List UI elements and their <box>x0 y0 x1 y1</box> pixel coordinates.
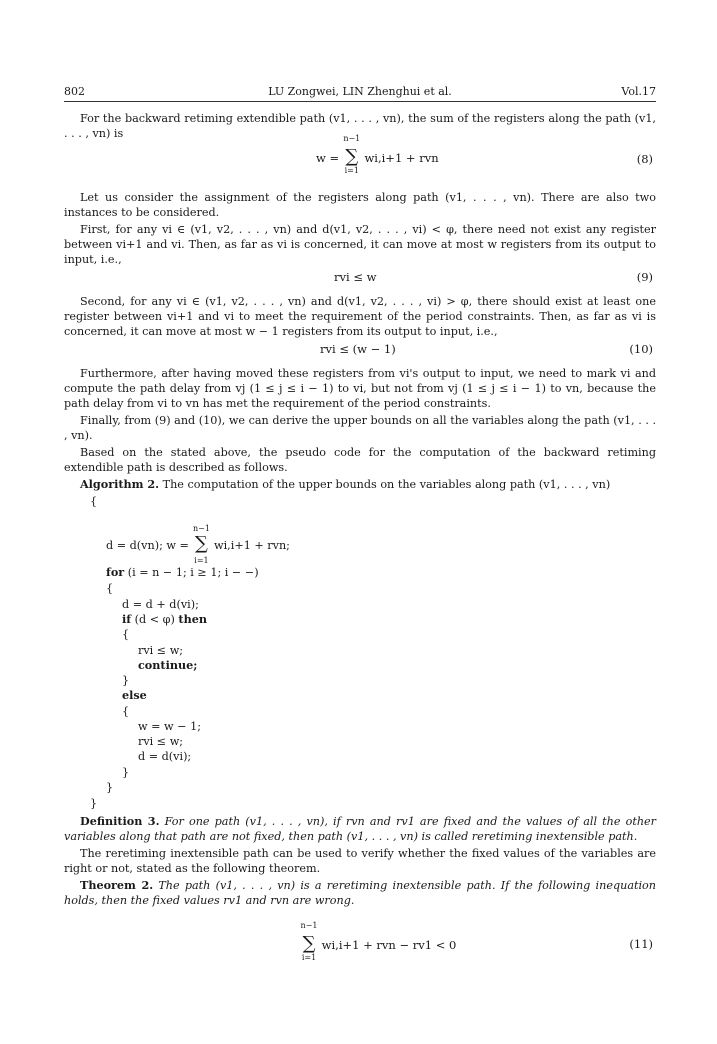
equation-9: rvi ≤ w <box>334 270 377 284</box>
code-line-d-reset: d = d(vi); <box>138 750 192 763</box>
code-line-w-decrement: w = w − 1; <box>138 720 202 733</box>
keyword-for: for <box>106 565 125 579</box>
code-line-d-update: d = d + d(vi); <box>122 598 199 611</box>
eq8-body: wi,i+1 + rvn <box>364 151 439 165</box>
equation-11 <box>300 921 457 962</box>
eq11-body: wi,i+1 + rvn − rv1 < 0 <box>321 938 457 952</box>
keyword-if: if <box>122 612 132 626</box>
header-rule <box>64 101 656 102</box>
code-brace-close-3: } <box>122 674 130 687</box>
running-title: LU Zongwei, LIN Zhenghui et al. <box>268 85 452 98</box>
eq8-sum-upper: n−1 <box>343 134 361 143</box>
code-brace-open-3: { <box>122 628 130 641</box>
code-if-line <box>122 612 207 627</box>
equation-10: rvi ≤ (w − 1) <box>320 342 396 356</box>
summation-symbol: n−1 ∑ i=1 <box>300 935 318 953</box>
paragraph-2: Let us consider the assignment of the registers along path (v1, . . . , vn). There are also two instances to be considered. <box>64 191 656 219</box>
theorem-label: Theorem 2. <box>80 878 154 892</box>
algorithm-2-caption <box>64 477 656 492</box>
algorithm-description: The computation of the upper bounds on the variables along path (v1, . . . , vn) <box>159 478 611 491</box>
page-number: 802 <box>64 85 85 98</box>
code-summation-symbol: n−1 ∑ i=1 <box>192 535 210 553</box>
code-line-init <box>106 524 290 565</box>
code-sum-lower: i=1 <box>194 556 209 565</box>
eq8-lhs: w = <box>316 151 340 165</box>
code-line-r1: rvi ≤ w; <box>138 644 184 657</box>
definition-3 <box>64 814 656 844</box>
code-brace-close-4: } <box>122 766 130 779</box>
paragraph-8: The reretiming inextensible path can be used to verify whether the fixed values of the variables are right or not, stated as the following theorem. <box>64 847 656 875</box>
volume-label: Vol.17 <box>621 85 656 98</box>
equation-8 <box>316 134 439 175</box>
keyword-else: else <box>122 688 147 702</box>
paragraph-4: Second, for any vi ∈ (v1, v2, . . . , vn) and d(v1, v2, . . . , vi) > φ, there should exist at least one register between vi+1 and vi to meet the requirement of the period constraints. Then, as far as vi is concerned, it can move at most w − 1 registers from its output to input, i.e., <box>64 295 656 338</box>
definition-label: Definition 3. <box>80 814 160 828</box>
eq11-sum-lower: i=1 <box>301 953 317 962</box>
eq8-number: (8) <box>636 152 653 166</box>
code-brace-open-2: { <box>106 582 114 595</box>
summation-symbol: n−1 ∑ i=1 <box>343 148 361 166</box>
algorithm-label: Algorithm 2. <box>80 477 160 491</box>
eq8-sum-lower: i=1 <box>344 166 359 175</box>
code-init-right: wi,i+1 + rvn; <box>214 539 290 552</box>
paragraph-3: First, for any vi ∈ (v1, v2, . . . , vn) and d(v1, v2, . . . , vi) < φ, there need not exist any register between vi+1 and vi. Then, as far as vi is concerned, it can move at most w registers from its output to input, i.e., <box>64 223 656 266</box>
code-sum-upper: n−1 <box>192 524 210 533</box>
eq9-number: (9) <box>636 270 653 284</box>
theorem-2 <box>64 878 656 908</box>
code-init-left: d = d(vn); w = <box>106 539 189 552</box>
paragraph-6: Finally, from (9) and (10), we can derive the upper bounds on all the variables along the path (v1, . . . , vn). <box>64 414 656 442</box>
definition-text: For one path (v1, . . . , vn), if rvn and rv1 are fixed and the values of all the other variables along that path are not fixed, then path (v1, . . . , vn) is called reretiming inextensible path. <box>64 815 656 843</box>
code-for-line <box>106 565 259 580</box>
code-line-r2: rvi ≤ w; <box>138 735 184 748</box>
eq10-number: (10) <box>629 342 653 356</box>
paragraph-7: Based on the stated above, the pseudo code for the computation of the backward retiming extendible path is described as follows. <box>64 446 656 474</box>
keyword-then: then <box>178 612 207 626</box>
code-brace-close-1: } <box>90 797 98 810</box>
code-brace-open-4: { <box>122 705 130 718</box>
theorem-text: The path (v1, . . . , vn) is a reretiming inextensible path. If the following inequation holds, then the fixed values rv1 and rvn are wrong. <box>64 879 656 907</box>
code-open-brace: { <box>90 495 98 508</box>
keyword-continue: continue; <box>138 658 198 672</box>
eq11-sum-upper: n−1 <box>300 921 318 930</box>
paragraph-1: For the backward retiming extendible path (v1, . . . , vn), the sum of the registers along the path (v1, . . . , vn) is <box>64 112 656 140</box>
code-brace-close-2: } <box>106 781 114 794</box>
paragraph-5: Furthermore, after having moved these registers from vi's output to input, we need to mark vi and compute the path delay from vj (1 ≤ j ≤ i − 1) to vi, but not from vj (1 ≤ j ≤ i − 1) to vn, because the path delay from vi to vn has met the requirement of the period constraints. <box>64 367 656 410</box>
for-header: (i = n − 1; i ≥ 1; i − −) <box>124 566 259 579</box>
eq11-number: (11) <box>629 937 653 951</box>
if-condition: (d < φ) <box>131 613 179 626</box>
